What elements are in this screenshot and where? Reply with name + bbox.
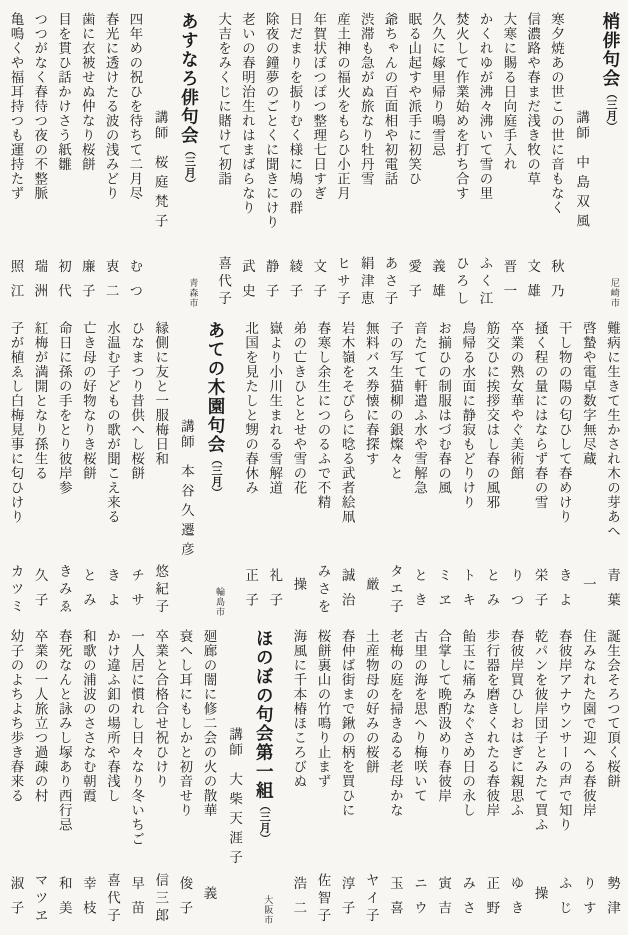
poem-text: 歯に衣被せぬ仲なり桜餅: [79, 12, 95, 172]
poem-author: 浩二: [291, 876, 307, 925]
poem-author: 寅吉: [436, 876, 452, 925]
poem-column: [383, 12, 397, 308]
poem-column: [268, 321, 282, 617]
poem-text: 歩行器を磨きくれたる春彼岸: [484, 629, 500, 818]
poem-column: [9, 629, 23, 925]
poem-author: 文子: [311, 259, 327, 308]
section-title: ほのぼの句会第一組: [254, 629, 275, 800]
poem-text: 合掌して晩酌汲めり春彼岸: [436, 629, 452, 803]
poem-column: [244, 321, 258, 617]
poem-column: [461, 629, 475, 925]
poem-text: 信濃路や春まだ浅き牧の草: [525, 12, 541, 186]
section-title: 梢俳句会: [600, 12, 621, 88]
lecturer-label: 講師: [152, 110, 168, 141]
poem-column: [388, 629, 402, 925]
poem-text: 除夜の鐘夢のごとくに聞きにけり: [263, 12, 279, 230]
poem-author: 淑子: [8, 876, 24, 925]
poem-text: 幼子のよちよち歩き春来る: [8, 629, 24, 803]
poem-author: みさ: [460, 876, 476, 925]
poem-author: ヒサ子: [334, 255, 350, 308]
poem-column: [509, 629, 523, 925]
poem-author: 廉子: [79, 259, 95, 308]
poem-column: [581, 629, 595, 925]
poem-column: [454, 12, 468, 308]
poem-column: [364, 321, 378, 617]
poem-text: 飴玉に痛みなぐさめ日の永し: [460, 629, 476, 818]
section-title: あすなろ俳句会: [179, 12, 200, 145]
poem-author: 悠紀子: [153, 564, 169, 617]
poem-column: [292, 321, 306, 617]
section-city-label: 尼崎市: [609, 278, 620, 308]
poem-text: 卒業の一人旅立つ過疎の村: [32, 629, 48, 803]
poem-text: 筋交ひに挨拶交はし春の風邪: [484, 320, 500, 509]
poem-column: [606, 321, 620, 617]
poem-text: 干し物の陽の匂ひして春めけり: [556, 320, 572, 524]
poem-text: 岩木嶺をそびらに唸る武者絵凧: [339, 320, 355, 524]
poem-column: [461, 321, 475, 617]
poem-column: [335, 12, 349, 308]
poem-author: ニウ: [412, 876, 427, 925]
poem-author: ゆき: [508, 876, 524, 925]
poem-column: [33, 321, 47, 617]
poem-text: 住みなれた園で迎へる春彼岸: [580, 629, 596, 818]
poem-author: 玉喜: [387, 876, 403, 925]
poem-author: 静子: [263, 259, 279, 308]
poem-author: トキ: [460, 567, 476, 617]
poem-author: きよ: [556, 567, 572, 617]
lecturer-label: 講師: [227, 727, 243, 758]
poem-author: 喜代子: [105, 872, 120, 925]
poem-text: 老いの春明治生れはまばらなり: [239, 12, 255, 215]
poem-text: 衰へし耳にもしかと初音せり: [177, 629, 193, 818]
poem-text: 難病に生きて生かされ木の芽あへ: [605, 320, 620, 538]
poem-author: 早苗: [129, 876, 145, 925]
poem-text: 子が植ゑし白梅見事に匂ひけり: [8, 320, 24, 524]
poem-author: 瑞洲: [32, 259, 48, 308]
poem-column: [106, 629, 120, 925]
poem-text: 乾パンを彼岸団子とみたて買ふ: [532, 629, 548, 832]
poem-author: ふく江: [477, 255, 493, 308]
poem-author: 愛子: [406, 259, 422, 308]
section-city-label: 青森市: [188, 278, 199, 308]
poem-column: [9, 321, 23, 617]
lecturer-label: 講師: [574, 110, 590, 141]
poem-text: 爺ちゃんの百面相や初電話: [382, 12, 398, 186]
poem-column: [437, 321, 451, 617]
poem-column: [364, 629, 378, 925]
poem-author: 正子: [243, 567, 259, 617]
poem-column: [533, 321, 547, 617]
lecturer-name: 桜庭梵子: [152, 155, 168, 233]
poem-author: ひろし: [453, 255, 469, 308]
poem-author: 礼子: [267, 567, 283, 617]
section-month-label: ︵三月︶: [183, 145, 196, 189]
poem-author: 操: [532, 885, 548, 899]
section-heading: [255, 629, 273, 844]
poem-text: 寒夕焼あの世この世に音もなく: [548, 12, 564, 215]
poem-column: [502, 12, 516, 308]
lecturer-name: 大柴天涯子: [227, 772, 243, 870]
poem-column: [264, 12, 278, 308]
section-title-column: [255, 629, 273, 925]
poem-column: [557, 629, 571, 925]
poem-text: 春彼岸買ひしおはぎに親思ふ: [508, 629, 524, 818]
poem-text: 嶽より小川生まれる雪解道: [267, 320, 283, 495]
section-city-label: 輪島市: [215, 586, 225, 617]
poem-text: 年賀状ぽつぽつ整理七日すぎ: [311, 12, 327, 201]
section-month-label: ︵三月︶: [210, 453, 222, 498]
poem-author: 淳子: [339, 876, 355, 925]
poem-column: [9, 12, 23, 308]
section-heading: [601, 12, 619, 132]
poem-author: 衷二: [103, 259, 119, 308]
poem-author: 文雄: [525, 259, 541, 308]
poem-author: 久子: [32, 567, 48, 617]
poem-column: [606, 629, 620, 925]
poem-text: 春光に透けたる波の浅みどり: [103, 12, 119, 201]
poem-author: りつ: [508, 567, 524, 617]
section-city-label: 大阪市: [263, 895, 274, 925]
poem-column: [128, 12, 142, 308]
poem-author: 誠治: [339, 567, 355, 617]
poem-author: 青葉: [605, 567, 620, 617]
poem-author: むつ: [127, 259, 143, 308]
poem-author: 義: [201, 885, 217, 899]
poem-column: [202, 629, 216, 925]
poem-column: [178, 629, 192, 925]
poem-column: [316, 629, 330, 925]
poem-author: マツヱ: [32, 872, 48, 925]
poem-column: [288, 12, 302, 308]
poem-text: 土産物母の好みの桜餅: [363, 629, 379, 774]
poem-text: かけ違ふ釦の場所や春浅し: [105, 629, 120, 803]
lecturer-group: [573, 110, 589, 233]
poem-author: 晋一: [501, 259, 517, 308]
poem-column: [106, 321, 120, 617]
poem-author: チサ: [129, 567, 145, 617]
poem-text: 一人居に慣れし日々なり冬いちご: [129, 629, 145, 847]
poem-text: つつがなく春待つ夜の不整脈: [32, 12, 48, 201]
poem-author: 和美: [56, 876, 72, 925]
section-title-column: [180, 12, 198, 308]
poem-text: 大寒に賜る日向庭手入れ: [501, 12, 517, 172]
poem-column: [292, 629, 306, 925]
poem-text: 久久に嫁里帰り鳴雪忌: [430, 12, 446, 157]
poem-author: 絹津恵: [358, 255, 374, 308]
lecturer-group: [226, 727, 242, 870]
poem-author: 幸枝: [80, 876, 96, 925]
poem-text: 海風に千本椿ほころびぬ: [291, 629, 307, 789]
poem-column: [388, 321, 402, 617]
poem-author: きよ: [105, 567, 120, 617]
section-month-label: ︵三月︶: [258, 800, 271, 844]
poem-author: ふじ: [556, 876, 572, 925]
poem-column: [413, 321, 427, 617]
poem-column: [57, 321, 71, 617]
poem-text: 日だまりを振りむく様に鳩の群: [287, 12, 303, 215]
text-band: [9, 321, 619, 617]
poem-author: 義雄: [430, 259, 446, 308]
poem-text: 命日に孫の手をとり彼岸参: [56, 320, 72, 495]
poem-author: とき: [412, 567, 427, 617]
poem-author: 操: [291, 577, 307, 591]
poem-column: [57, 629, 71, 925]
poem-author: 一: [580, 577, 596, 591]
poem-author: 栄子: [532, 567, 548, 617]
poem-column: [509, 321, 523, 617]
poem-text: 春寒し余生につのるふで不精: [315, 320, 331, 509]
poem-author: きみゑ: [56, 564, 72, 617]
poem-column: [312, 12, 326, 308]
poem-author: タエ子: [387, 564, 403, 617]
poem-text: 掻く程の量にはならず春の雪: [532, 320, 548, 509]
poem-column: [33, 12, 47, 308]
poem-column: [431, 12, 445, 308]
lecturer-group: [178, 419, 194, 562]
poem-text: かくれゆが沸々沸いて雪の里: [477, 12, 493, 201]
poem-text: 老梅の庭を掃きゐる老母かな: [387, 629, 403, 818]
poem-column: [340, 321, 354, 617]
poem-column: [217, 12, 231, 308]
section-month-label: ︵三月︶: [604, 88, 617, 132]
poem-column: [478, 12, 492, 308]
poem-text: 大吉をみくじに賭けて初詣: [216, 12, 232, 186]
poem-author: あさ子: [382, 255, 398, 308]
poem-column: [316, 321, 330, 617]
poem-column: [485, 321, 499, 617]
poem-text: 春仲ば街まで鍬の柄を買ひに: [339, 629, 355, 818]
section-title-column: [601, 12, 619, 308]
poem-text: 北国を見たしと甥の春休み: [243, 320, 259, 495]
poem-text: 春彼岸アナウンサーの声で知り: [556, 629, 572, 832]
poem-text: お揃ひの制服はづむ春の風: [436, 320, 452, 495]
text-band: [9, 629, 619, 925]
poem-column: [33, 629, 47, 925]
poem-author: 信三郎: [153, 872, 169, 925]
poem-author: みさを: [315, 564, 331, 617]
poem-text: 亡き母の好物なりき桜餅: [80, 320, 96, 480]
poem-column: [549, 12, 563, 308]
poem-author: 照江: [8, 259, 24, 308]
poem-column: [485, 629, 499, 925]
poem-column: [81, 629, 95, 925]
poem-column: [130, 321, 144, 617]
poem-author: 佐智子: [315, 872, 331, 925]
poem-column: [154, 629, 168, 925]
poem-column: [130, 629, 144, 925]
lecturer-column: [226, 629, 242, 935]
poem-text: 目を貫ひ話かけさう紙雛: [56, 12, 72, 172]
poem-column: [340, 629, 354, 925]
poem-column: [240, 12, 254, 308]
poem-author: 武史: [239, 259, 255, 308]
poem-text: 子の写生猫柳の銀燦々と: [387, 320, 403, 480]
poem-text: 誕生会そろつて頂く桜餅: [605, 629, 620, 789]
poem-column: [526, 12, 540, 308]
poem-author: 綾子: [287, 259, 303, 308]
poem-author: りす: [580, 876, 596, 925]
lecturer-group: [152, 110, 168, 233]
poem-text: 四年めの祝ひを待ちて二月尽: [127, 12, 143, 201]
poem-text: 眠る山起すや派手に初笑ひ: [406, 12, 422, 186]
poem-text: 啓蟄や電卓数字無尽蔵: [580, 320, 596, 466]
poem-column: [581, 321, 595, 617]
poem-text: 卒業と合格合せ祝ひけり: [153, 629, 169, 789]
poem-text: 縁側に友と一服梅日和: [153, 320, 169, 466]
poem-column: [557, 321, 571, 617]
poem-text: 廻廊の闇に修二会の火の散華: [201, 629, 217, 818]
poem-column: [104, 12, 118, 308]
poem-author: 正野: [484, 876, 500, 925]
poem-text: 紅梅が満開となり孫生る: [32, 320, 48, 480]
poem-author: 勢津: [605, 876, 620, 925]
poem-column: [359, 12, 373, 308]
poem-author: ミヱ: [436, 567, 452, 617]
poem-text: 産土神の福火をもらひ小正月: [334, 12, 350, 201]
poem-text: 無料バス券懐に春探す: [363, 320, 379, 466]
poem-author: 厳: [363, 577, 379, 591]
section-title-column: [207, 321, 225, 617]
poem-column: [407, 12, 421, 308]
poem-column: [81, 321, 95, 617]
poem-author: とみ: [80, 567, 96, 617]
lecturer-name: 中島双風: [574, 155, 590, 233]
text-band: [9, 12, 619, 308]
poem-column: [80, 12, 94, 308]
poem-author: 喜代子: [216, 255, 232, 308]
poem-text: 焚火して作業始めを打ち合す: [453, 12, 469, 201]
poem-column: [154, 321, 168, 617]
poem-column: [437, 629, 451, 925]
poem-text: 弟の亡きひととせや雪の花: [291, 320, 307, 495]
poem-column: [57, 12, 71, 308]
section-title: あての木園句会: [206, 320, 226, 454]
poem-text: 古里の海を思へり梅咲いて: [412, 629, 427, 803]
poem-text: 桜餅裏山の竹鳴り止まず: [315, 629, 331, 789]
poem-author: 秋乃: [548, 259, 564, 308]
poem-column: [413, 629, 427, 925]
poem-author: ヤイ子: [363, 872, 379, 925]
poem-author: 初代: [56, 259, 72, 308]
poem-text: 渋滞も急がぬ旅なり牡丹雪: [358, 12, 374, 186]
section-heading: [207, 321, 225, 498]
section-heading: [180, 12, 198, 189]
poem-text: 鳥帰る水面に静寂もどりけり: [460, 320, 476, 509]
poem-column: [533, 629, 547, 925]
poem-text: 卒業の熟女華やぐ美術館: [508, 320, 524, 480]
poem-text: 和歌の浦波のささなむ朝霞: [80, 629, 96, 803]
lecturer-label: 講師: [178, 418, 194, 450]
poem-text: ひなまつり昔供へし桜餅: [129, 320, 145, 480]
poem-author: とみ: [484, 567, 500, 617]
poem-text: 亀鳴くや福耳持つも運持たず: [8, 12, 24, 201]
poem-author: 俊子: [177, 876, 193, 925]
poem-text: 水温む子どもの歌が聞こえ来る: [105, 320, 120, 524]
poem-text: 音たてて軒遣ふ水や雪解急: [412, 320, 427, 495]
poem-text: 春死なんと詠みし塚あり西行忌: [56, 629, 72, 832]
lecturer-name: 本谷久遷彦: [178, 463, 194, 561]
poem-author: カツミ: [8, 564, 24, 617]
